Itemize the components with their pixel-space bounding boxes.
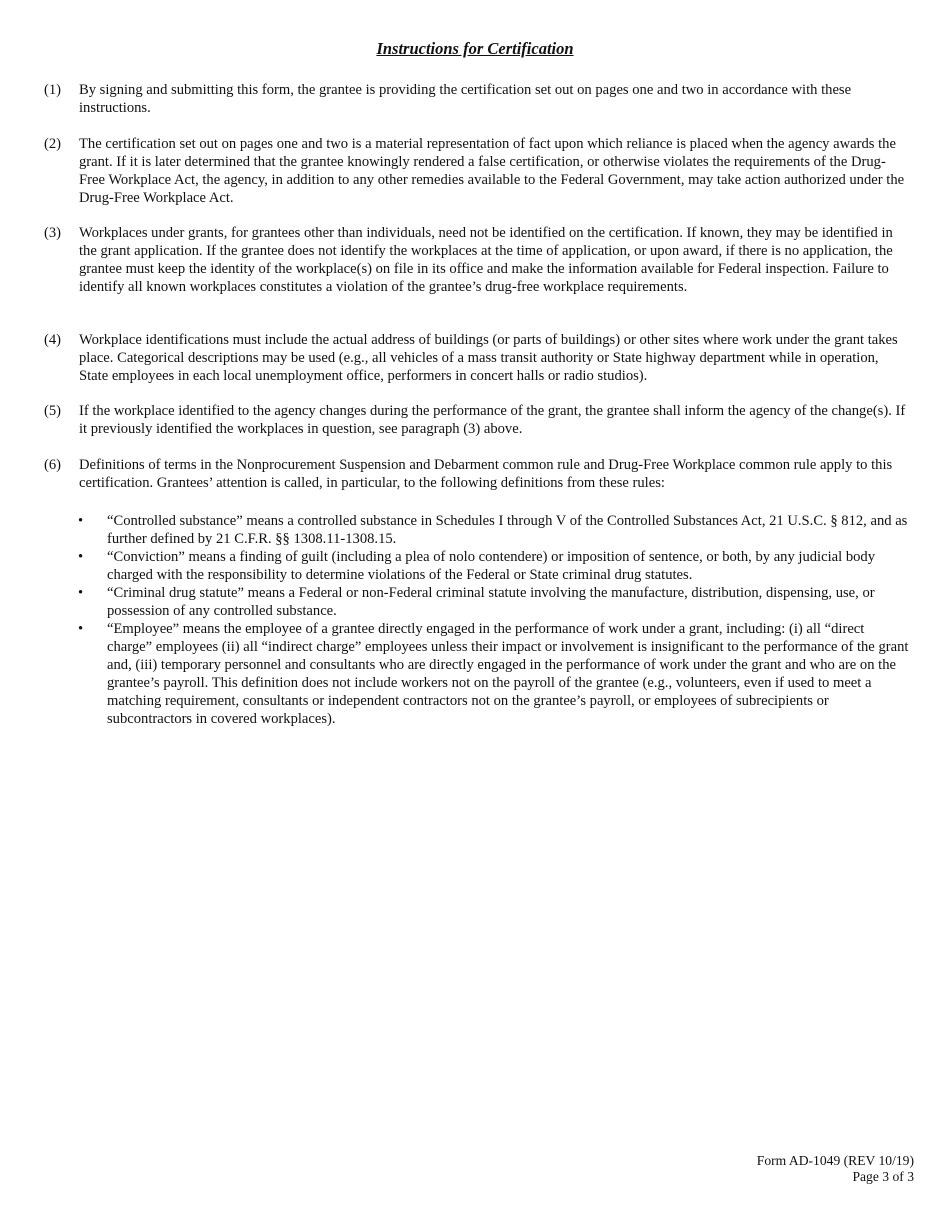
instruction-item-1 bbox=[44, 81, 910, 117]
item-text: If the workplace identified to the agency changes during the performance of the grant, the grantee shall inform the agency of the change(s). If it previously identified the workplaces in question, see paragraph (3) above. bbox=[79, 403, 906, 437]
definition-text: “Criminal drug statute” means a Federal or non-Federal criminal statute involving the manufacture, distribution, dispensing, use, or possession of any controlled substance. bbox=[107, 585, 875, 619]
definition-text: “Controlled substance” means a controlled substance in Schedules I through V of the Controlled Substances Act, 21 U.S.C. § 812, and as further defined by 21 C.F.R. §§ 1308.11-1308.15. bbox=[107, 513, 908, 547]
item-number: (1) bbox=[44, 82, 62, 98]
definitions-list bbox=[78, 512, 910, 728]
item-number: (3) bbox=[44, 225, 62, 241]
bullet-icon: • bbox=[78, 585, 84, 601]
page-title: Instructions for Certification bbox=[376, 39, 574, 58]
page-number: Page 3 of 3 bbox=[852, 1169, 914, 1184]
instruction-item-2 bbox=[44, 135, 910, 207]
definition-text: “Employee” means the employee of a grantee directly engaged in the performance of work under a grant, including: (i) all “direct charge” employees (ii) all “indirect charge” employees unless their impact or involvement is insignificant to the performance of the grant and, (iii) temporary personnel and consultants who are directly engaged in the performance of work under the grant and who are on the grantee’s payroll. This definition does not include workers not on the payroll of the grantee (e.g., volunteers, even if used to meet a matching requirement, consultants or independent contractors not on the grantee’s payroll, or employees of subrecipients or subcontractors in covered workplaces). bbox=[107, 621, 909, 727]
item-number: (5) bbox=[44, 403, 62, 419]
instruction-item-5 bbox=[44, 402, 910, 438]
bullet-icon: • bbox=[78, 621, 84, 637]
instruction-item-6 bbox=[44, 456, 910, 492]
item-number: (4) bbox=[44, 332, 62, 348]
item-text: Workplace identifications must include the actual address of buildings (or parts of buildings) or other sites where work under the grant takes place. Categorical descriptions may be used (e.g., all vehicles of a mass transit authority or State highway department while in operation, State employees in each local unemployment office, performers in concert halls or radio studios). bbox=[79, 332, 898, 384]
item-number: (2) bbox=[44, 136, 62, 152]
form-number: Form AD-1049 (REV 10/19) bbox=[756, 1153, 914, 1168]
list-item bbox=[78, 512, 910, 548]
list-item bbox=[78, 584, 910, 620]
bullet-icon: • bbox=[78, 513, 84, 529]
definition-text: “Conviction” means a finding of guilt (including a plea of nolo contendere) or imposition of sentence, or both, by any judicial body charged with the responsibility to determine violations of the Federal or State criminal drug statutes. bbox=[107, 549, 876, 583]
list-item bbox=[78, 620, 910, 728]
item-text: By signing and submitting this form, the grantee is providing the certification set out on pages one and two in accordance with these instructions. bbox=[79, 82, 852, 116]
page-footer bbox=[757, 1153, 914, 1185]
bullet-icon: • bbox=[78, 549, 84, 565]
instruction-item-4 bbox=[44, 331, 910, 385]
item-text: Workplaces under grants, for grantees other than individuals, need not be identified on the certification. If known, they may be identified in the grant application. If the grantee does not identify the workplaces at the time of application, or upon award, if there is no application, the grantee must keep the identity of the workplace(s) on file in its office and make the information available for Federal inspection. Failure to identify all known workplaces constitutes a violation of the grantee’s drug-free workplace requirements. bbox=[79, 225, 893, 295]
item-text: The certification set out on pages one and two is a material representation of fact upon which reliance is placed when the agency awards the grant. If it is later determined that the grantee knowingly rendered a false certification, or otherwise violates the requirements of the Drug-Free Workplace Act, the agency, in addition to any other remedies available to the Federal Government, may take action authorized under the Drug-Free Workplace Act. bbox=[79, 136, 905, 206]
item-text: Definitions of terms in the Nonprocurement Suspension and Debarment common rule and Drug-Free Workplace common rule apply to this certification. Grantees’ attention is called, in particular, to the following definitions from these rules: bbox=[79, 457, 893, 491]
instruction-item-3 bbox=[44, 224, 910, 296]
list-item bbox=[78, 548, 910, 584]
item-number: (6) bbox=[44, 457, 62, 473]
